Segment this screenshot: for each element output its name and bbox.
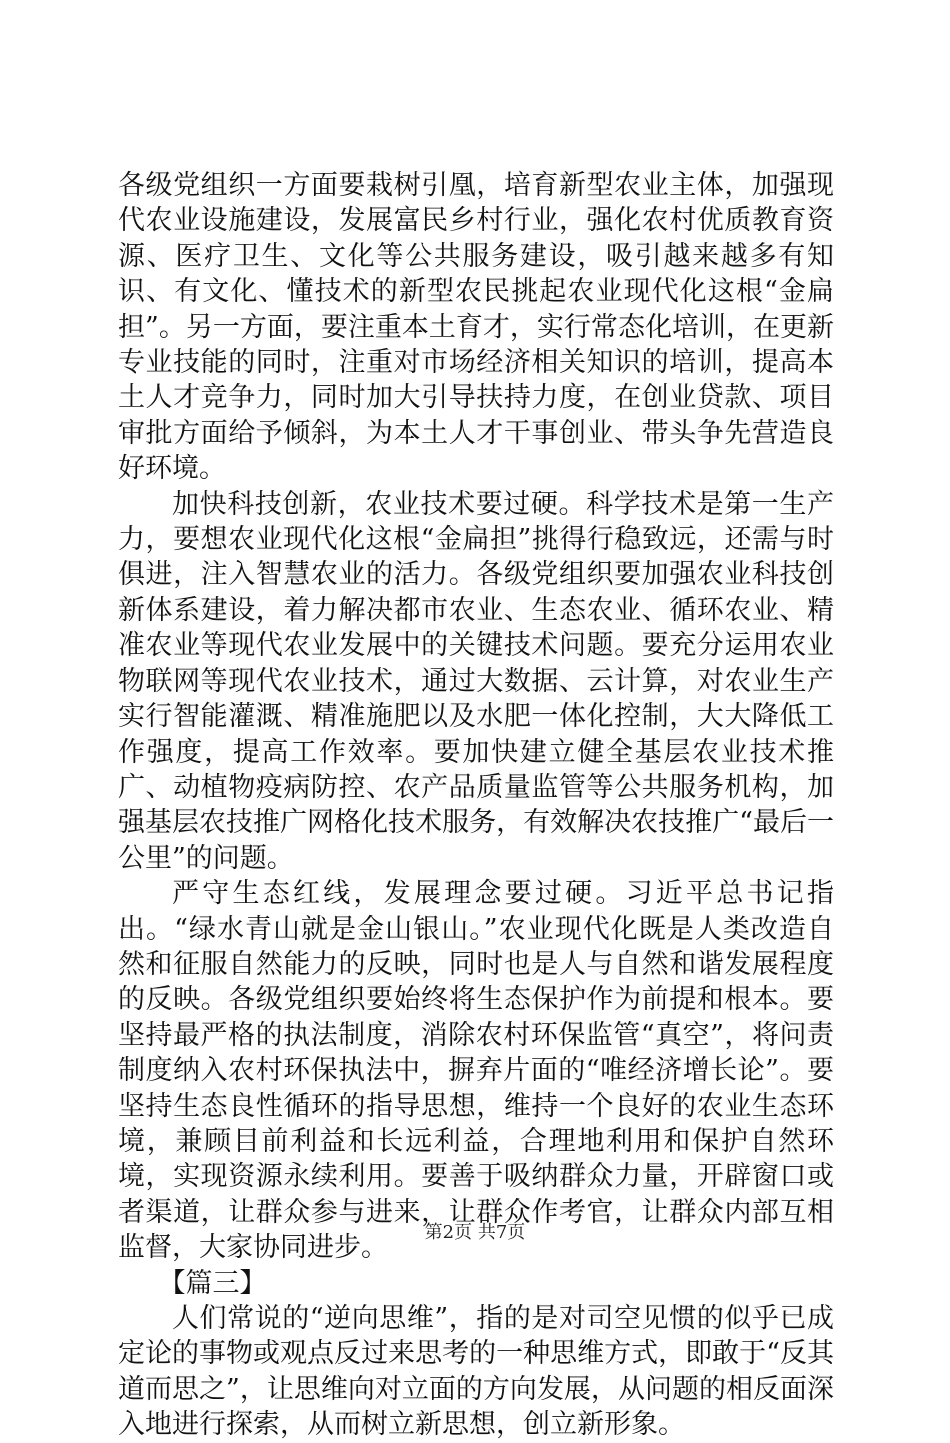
paragraph-continuation: 各级党组织一方面要栽树引凰，培育新型农业主体，加强现代农业设施建设，发展富民乡村行业，强化农村优质教育资源、医疗卫生、文化等公共服务建设，吸引越来越多有知识、有文化、懂技术的新型农民挑起农业现代化这根“金扁担”。另一方面，要注重本土育才，实行常态化培训，在更新专业技能的同时，注重对市场经济相关知识的培训，提高本土人才竞争力，同时加大引导扶持力度，在创业贷款、项目审批方面给予倾斜，为本土人才干事创业、带头争先营造良好环境。 [118,170,834,485]
paragraph-reverse-thinking: 人们常说的“逆向思维”，指的是对司空见惯的似乎已成定论的事物或观点反过来思考的一种思维方式，即敢于“反其道而思之”，让思维向对立面的方向发展，从问题的相反面深入地进行探索，从而树立新思想，创立新形象。 [118,1303,834,1441]
page-number-footer: 第2页 共7页 [424,1222,526,1243]
section-heading: 【篇三】 [158,1267,267,1299]
paragraph-ecology: 严守生态红线，发展理念要过硬。习近平总书记指出。“绿水青山就是金山银山。”农业现代化既是人类改造自然和征服自然能力的反映，同时也是人与自然和谐发展程度的反映。各级党组织要始终将生态保护作为前提和根本。要坚持最严格的执法制度，消除农村环保监管“真空”，将问责制度纳入农村环保执法中，摒弃片面的“唯经济增长论”。要坚持生态良性循环的指导思想，维持一个良好的农业生态环境，兼顾目前利益和长远利益，合理地利用和保护自然环境，实现资源永续利用。要善于吸纳群众力量，开辟窗口或者渠道，让群众参与进来，让群众作考官，让群众内部互相监督，大家协同进步。 [118,878,834,1264]
document-body [118,168,834,1443]
paragraph-tech-innovation: 加快科技创新，农业技术要过硬。科学技术是第一生产力，要想农业现代化这根“金扁担”挑得行稳致远，还需与时俱进，注入智慧农业的活力。各级党组织要加强农业科技创新体系建设，着力解决都市农业、生态农业、循环农业、精准农业等现代农业发展中的关键技术问题。要充分运用农业物联网等现代农业技术，通过大数据、云计算，对农业生产实行智能灌溉、精准施肥以及水肥一体化控制，大大降低工作强度，提高工作效率。要加快建立健全基层农业技术推广、动植物疫病防控、农产品质量监管等公共服务机构，加强基层农技推广网格化技术服务，有效解决农技推广“最后一公里”的问题。 [118,488,834,874]
